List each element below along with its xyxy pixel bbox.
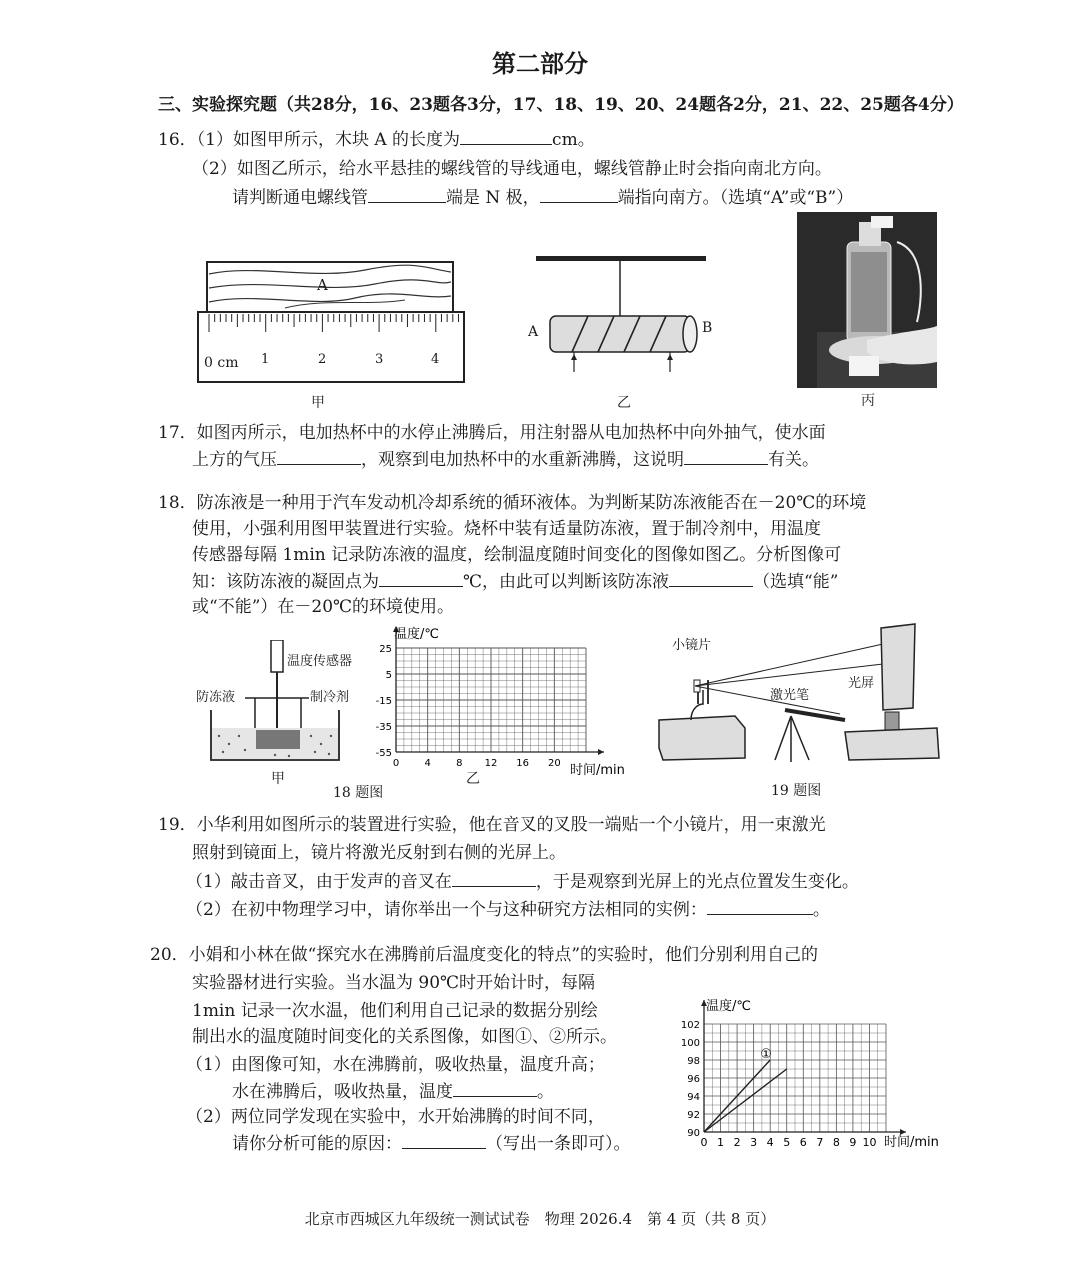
- q19-line1: 19．小华利用如图所示的装置进行实验，他在音叉的叉股一端贴一个小镜片，用一束激光: [158, 815, 826, 835]
- answer-blank[interactable]: [277, 446, 361, 465]
- caption-jia-18: 甲: [271, 771, 285, 787]
- y-tick-label: 96: [687, 1074, 700, 1085]
- x-tick-label: 0: [700, 1136, 708, 1149]
- y-tick-label: 100: [680, 1038, 700, 1049]
- answer-blank[interactable]: [684, 446, 768, 465]
- cooling-chart: [368, 624, 630, 784]
- x-axis-label: 时间/min: [570, 763, 625, 778]
- y-tick-label: 92: [687, 1110, 700, 1121]
- x-tick-label: 4: [766, 1136, 774, 1149]
- answer-blank[interactable]: [379, 568, 463, 587]
- ruler-tick-label: 3: [375, 352, 384, 367]
- q20-line2: 实验器材进行实验。当水温为 90℃时开始计时，每隔: [192, 973, 596, 993]
- caption-jia: 甲: [311, 395, 325, 411]
- x-tick-label: 4: [424, 758, 431, 769]
- page-footer: 北京市西城区九年级统一测试试卷 物理 2026.4 第 4 页（共 8 页）: [304, 1210, 776, 1228]
- mirror-label: 小镜片: [672, 638, 712, 653]
- x-tick-label: 3: [750, 1136, 758, 1149]
- q19-line4: （2）在初中物理学习中，请你举出一个与这种研究方法相同的实例： 。: [186, 896, 830, 923]
- x-tick-label: 0: [392, 758, 400, 769]
- y-tick-label: 25: [379, 644, 392, 655]
- x-tick-label: 9: [849, 1136, 857, 1149]
- q20-line8: 请你分析可能的原因： （写出一条即可）。: [232, 1130, 631, 1157]
- caption-yi: 乙: [617, 395, 631, 411]
- answer-blank[interactable]: [453, 1078, 537, 1097]
- answer-blank[interactable]: [452, 868, 536, 887]
- series-annotation: ①: [760, 1047, 772, 1062]
- ruler-tick-label: 4: [431, 352, 440, 367]
- q20-line1: 20．小娟和小林在做“探究水在沸腾前后温度变化的特点”的实验时，他们分别利用自己的: [150, 945, 819, 965]
- q18-line3: 传感器每隔 1min 记录防冻液的温度，绘制温度随时间变化的图像如图乙。分析图像可: [192, 545, 842, 565]
- antifreeze-label: 防冻液: [196, 690, 236, 705]
- y-tick-label: 94: [687, 1092, 700, 1103]
- heating-cup-photo: [797, 212, 937, 388]
- answer-blank[interactable]: [368, 184, 446, 203]
- ruler-unit: 0 cm: [204, 355, 239, 371]
- answer-blank[interactable]: [460, 126, 552, 145]
- q20-line3: 1min 记录一次水温，他们利用自己记录的数据分别绘: [192, 1001, 598, 1021]
- caption-yi-18: 乙: [466, 771, 480, 787]
- x-tick-label: 2: [733, 1136, 741, 1149]
- x-tick-label: 20: [547, 758, 561, 769]
- q20-line4: 制出水的温度随时间变化的关系图像，如图①、②所示。: [192, 1027, 617, 1047]
- y-tick-label: -15: [375, 696, 392, 707]
- y-tick-label: -35: [375, 722, 392, 733]
- q19-line3: （1）敲击音叉，由于发声的音叉在 ，于是观察到光屏上的光点位置发生变化。: [186, 868, 859, 895]
- x-tick-label: 8: [832, 1136, 840, 1149]
- x-tick-label: 1: [717, 1136, 725, 1149]
- q18-line5: 或“不能”）在－20℃的环境使用。: [192, 597, 455, 617]
- x-tick-label: 6: [799, 1136, 807, 1149]
- solenoid-figure: [530, 250, 720, 380]
- x-axis-label: 时间/min: [884, 1135, 939, 1150]
- q20-line5: （1）由图像可知，水在沸腾前，吸收热量，温度升高；: [186, 1055, 605, 1075]
- q18-line2: 使用，小强利用图甲装置进行实验。烧杯中装有适量防冻液，置于制冷剂中，用温度: [192, 519, 821, 539]
- coil-end-b: B: [702, 320, 713, 336]
- ruler-tick-label: 2: [318, 352, 327, 367]
- y-axis-label: 温度/℃: [706, 999, 751, 1014]
- x-tick-label: 10: [862, 1136, 877, 1149]
- block-label: A: [317, 276, 328, 294]
- y-tick-label: -55: [375, 748, 392, 759]
- ruler-tick-label: 1: [261, 352, 270, 367]
- section-heading: 三、实验探究题（共28分，16、23题各3分，17、18、19、20、24题各2分，21、22、25题各4分）: [158, 95, 964, 115]
- q18-line1: 18．防冻液是一种用于汽车发动机冷却系统的循环液体。为判断某防冻液能否在－20℃的环境: [158, 493, 867, 513]
- y-axis-label: 温度/℃: [394, 627, 439, 642]
- x-tick-label: 12: [484, 758, 498, 769]
- laser-label: 激光笔: [770, 688, 810, 703]
- x-arrow: [598, 749, 604, 755]
- boiling-chart: [670, 990, 960, 1158]
- q17-line2: 上方的气压 ，观察到电加热杯中的水重新沸腾，这说明 有关。: [192, 446, 819, 473]
- x-tick-label: 16: [516, 758, 530, 769]
- caption-18: 18 题图: [333, 785, 384, 801]
- caption-19: 19 题图: [771, 783, 822, 799]
- y-tick-label: 5: [385, 670, 392, 681]
- q20-line6: 水在沸腾后，吸收热量，温度 。: [232, 1078, 554, 1105]
- page-title: 第二部分: [492, 49, 588, 78]
- coolant-label: 制冷剂: [310, 690, 350, 705]
- y-tick-label: 102: [680, 1020, 700, 1031]
- sensor-label: 温度传感器: [287, 654, 353, 669]
- answer-blank[interactable]: [669, 568, 753, 587]
- coil-end-a: A: [528, 324, 539, 340]
- screen-label: 光屏: [848, 676, 875, 691]
- q18-line4: 知：该防冻液的凝固点为 ℃，由此可以判断该防冻液 （选填“能”: [192, 568, 838, 595]
- q16-line3: 请判断通电螺线管 端是 N 极， 端指向南方。（选填“A”或“B”）: [232, 184, 853, 211]
- q17-line1: 17．如图丙所示，电加热杯中的水停止沸腾后，用注射器从电加热杯中向外抽气，使水面: [158, 423, 826, 443]
- answer-blank[interactable]: [402, 1130, 486, 1149]
- q16-line1: 16．（1）如图甲所示，木块 A 的长度为 cm。: [158, 126, 595, 153]
- x-tick-label: 5: [783, 1136, 791, 1149]
- caption-bing: 丙: [861, 393, 875, 409]
- x-tick-label: 7: [816, 1136, 824, 1149]
- y-tick-label: 98: [687, 1056, 700, 1067]
- answer-blank[interactable]: [707, 896, 813, 915]
- y-tick-label: 90: [687, 1128, 700, 1139]
- x-tick-label: 8: [456, 758, 463, 769]
- q16-line2: （2）如图乙所示，给水平悬挂的螺线管的导线通电，螺线管静止时会指向南北方向。: [192, 159, 832, 179]
- q19-line2: 照射到镜面上，镜片将激光反射到右侧的光屏上。: [192, 843, 566, 863]
- answer-blank[interactable]: [540, 184, 618, 203]
- q20-line7: （2）两位同学发现在实验中，水开始沸腾的时间不同，: [186, 1107, 605, 1127]
